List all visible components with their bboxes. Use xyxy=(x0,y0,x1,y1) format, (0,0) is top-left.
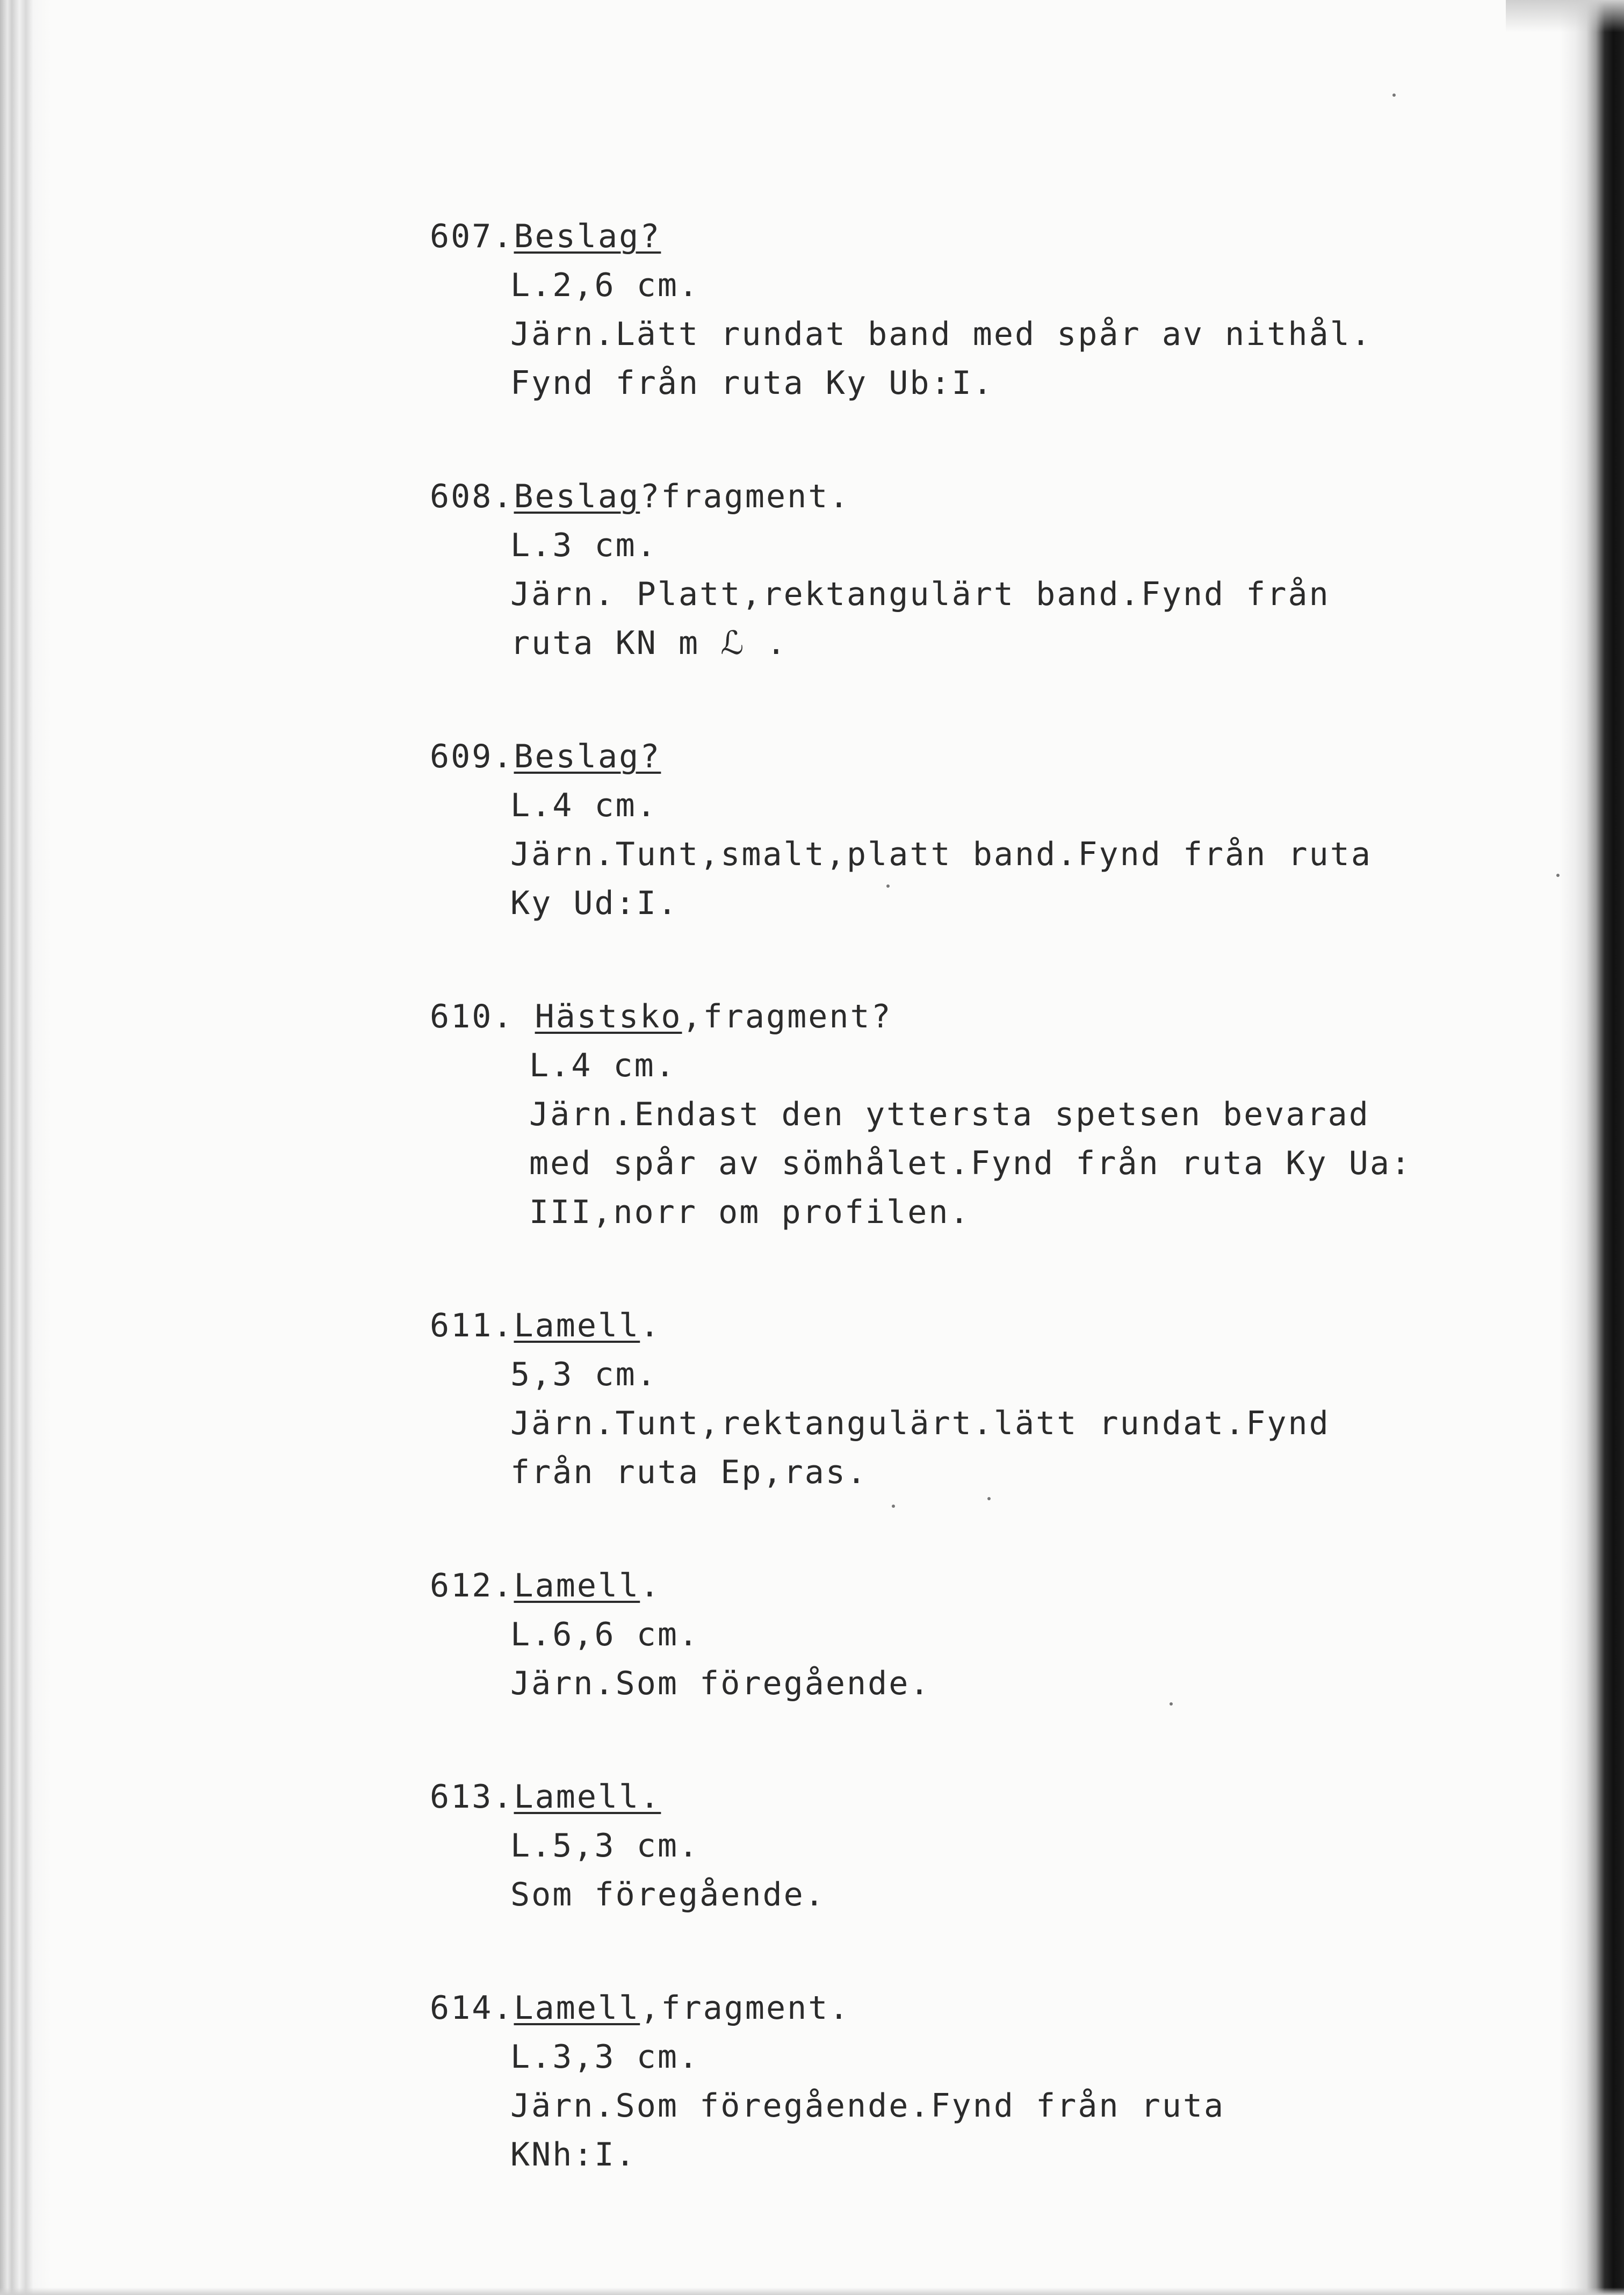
entry-line: L.2,6 cm. xyxy=(510,267,700,304)
entry-line: L.6,6 cm. xyxy=(510,1616,700,1653)
entry-line: Järn.Tunt,smalt,platt band.Fynd från ruta xyxy=(510,836,1373,873)
entry-line: Järn.Lätt rundat band med spår av nithål. xyxy=(510,315,1373,353)
right-binding-edge xyxy=(1560,0,1624,2295)
entry-title-suffix: ,fragment. xyxy=(640,1989,850,2027)
entry-line: L.3,3 cm. xyxy=(510,2038,700,2076)
entry-title-suffix: ,fragment? xyxy=(682,998,892,1035)
entry-number: 611. xyxy=(430,1307,514,1344)
entry-title-suffix: ?fragment. xyxy=(640,478,850,515)
entry-number: 609. xyxy=(430,738,514,775)
entry-number: 610. xyxy=(430,998,535,1035)
catalog-entry xyxy=(430,1301,1397,1497)
entry-line: KNh:I. xyxy=(510,2136,637,2174)
scan-speck xyxy=(1556,874,1560,877)
entry-title: Lamell xyxy=(514,1307,640,1344)
entry-line: Järn.Tunt,rektangulärt.lätt rundat.Fynd xyxy=(510,1405,1330,1442)
catalog-entry xyxy=(430,1562,1397,1708)
entry-title: Lamell xyxy=(514,1567,640,1605)
entry-line: L.5,3 cm. xyxy=(510,1827,700,1865)
entry-line: L.4 cm. xyxy=(510,787,658,824)
entry-line: III,norr om profilen. xyxy=(529,1193,971,1231)
entry-line: Järn.Som föregående. xyxy=(510,1665,931,1702)
entry-heading xyxy=(430,1984,1397,2033)
catalog-entry xyxy=(430,732,1397,928)
scan-speck xyxy=(1170,1702,1173,1706)
entry-heading xyxy=(430,212,1397,261)
scan-speck xyxy=(892,1505,895,1508)
entry-number: 608. xyxy=(430,478,514,515)
entry-title: Beslag? xyxy=(514,738,661,775)
entry-number: 613. xyxy=(430,1778,514,1816)
entry-title-suffix: . xyxy=(640,1567,661,1605)
entry-title-suffix: . xyxy=(640,1307,661,1344)
entry-number: 614. xyxy=(430,1989,514,2027)
catalog-entry xyxy=(430,1984,1397,2179)
catalog-entry xyxy=(430,992,1412,1237)
entry-heading xyxy=(430,1301,1397,1350)
scan-speck xyxy=(987,1497,991,1500)
entry-line: L.4 cm. xyxy=(529,1047,676,1084)
catalog-entry xyxy=(430,1773,1397,1919)
entry-heading xyxy=(430,472,1397,521)
catalog-entries xyxy=(430,212,1412,2244)
entry-title: Lamell xyxy=(514,1989,640,2027)
scan-speck xyxy=(1392,93,1396,97)
bottom-edge xyxy=(0,2287,1624,2295)
entry-line: ruta KN m ℒ . xyxy=(510,624,788,662)
entry-title: Beslag? xyxy=(514,218,661,255)
entry-title: Hästsko xyxy=(535,998,682,1035)
entry-line: 5,3 cm. xyxy=(510,1356,658,1393)
entry-number: 607. xyxy=(430,218,514,255)
entry-line: Fynd från ruta Ky Ub:I. xyxy=(510,364,994,402)
scan-speck xyxy=(886,884,890,888)
left-binding-edge xyxy=(0,0,51,2295)
entry-heading xyxy=(430,1773,1397,1822)
entry-line: Järn.Som föregående.Fynd från ruta xyxy=(510,2087,1225,2125)
entry-heading xyxy=(430,992,1397,1041)
entry-line: Som föregående. xyxy=(510,1876,826,1913)
entry-title: Lamell. xyxy=(514,1778,661,1816)
entry-heading xyxy=(430,1562,1397,1610)
entry-line: från ruta Ep,ras. xyxy=(510,1454,868,1491)
entry-line: Järn. Platt,rektangulärt band.Fynd från xyxy=(510,575,1330,613)
entry-title: Beslag xyxy=(514,478,640,515)
entry-line: med spår av sömhålet.Fynd från ruta Ky Ua: xyxy=(529,1145,1412,1182)
entry-number: 612. xyxy=(430,1567,514,1605)
catalog-entry xyxy=(430,472,1397,668)
entry-heading xyxy=(430,732,1397,781)
entry-line: Ky Ud:I. xyxy=(510,884,679,922)
catalog-entry xyxy=(430,212,1397,408)
entry-line: L.3 cm. xyxy=(510,527,658,564)
entry-line: Järn.Endast den yttersta spetsen bevarad xyxy=(529,1096,1370,1133)
corner-shadow xyxy=(1506,0,1624,32)
